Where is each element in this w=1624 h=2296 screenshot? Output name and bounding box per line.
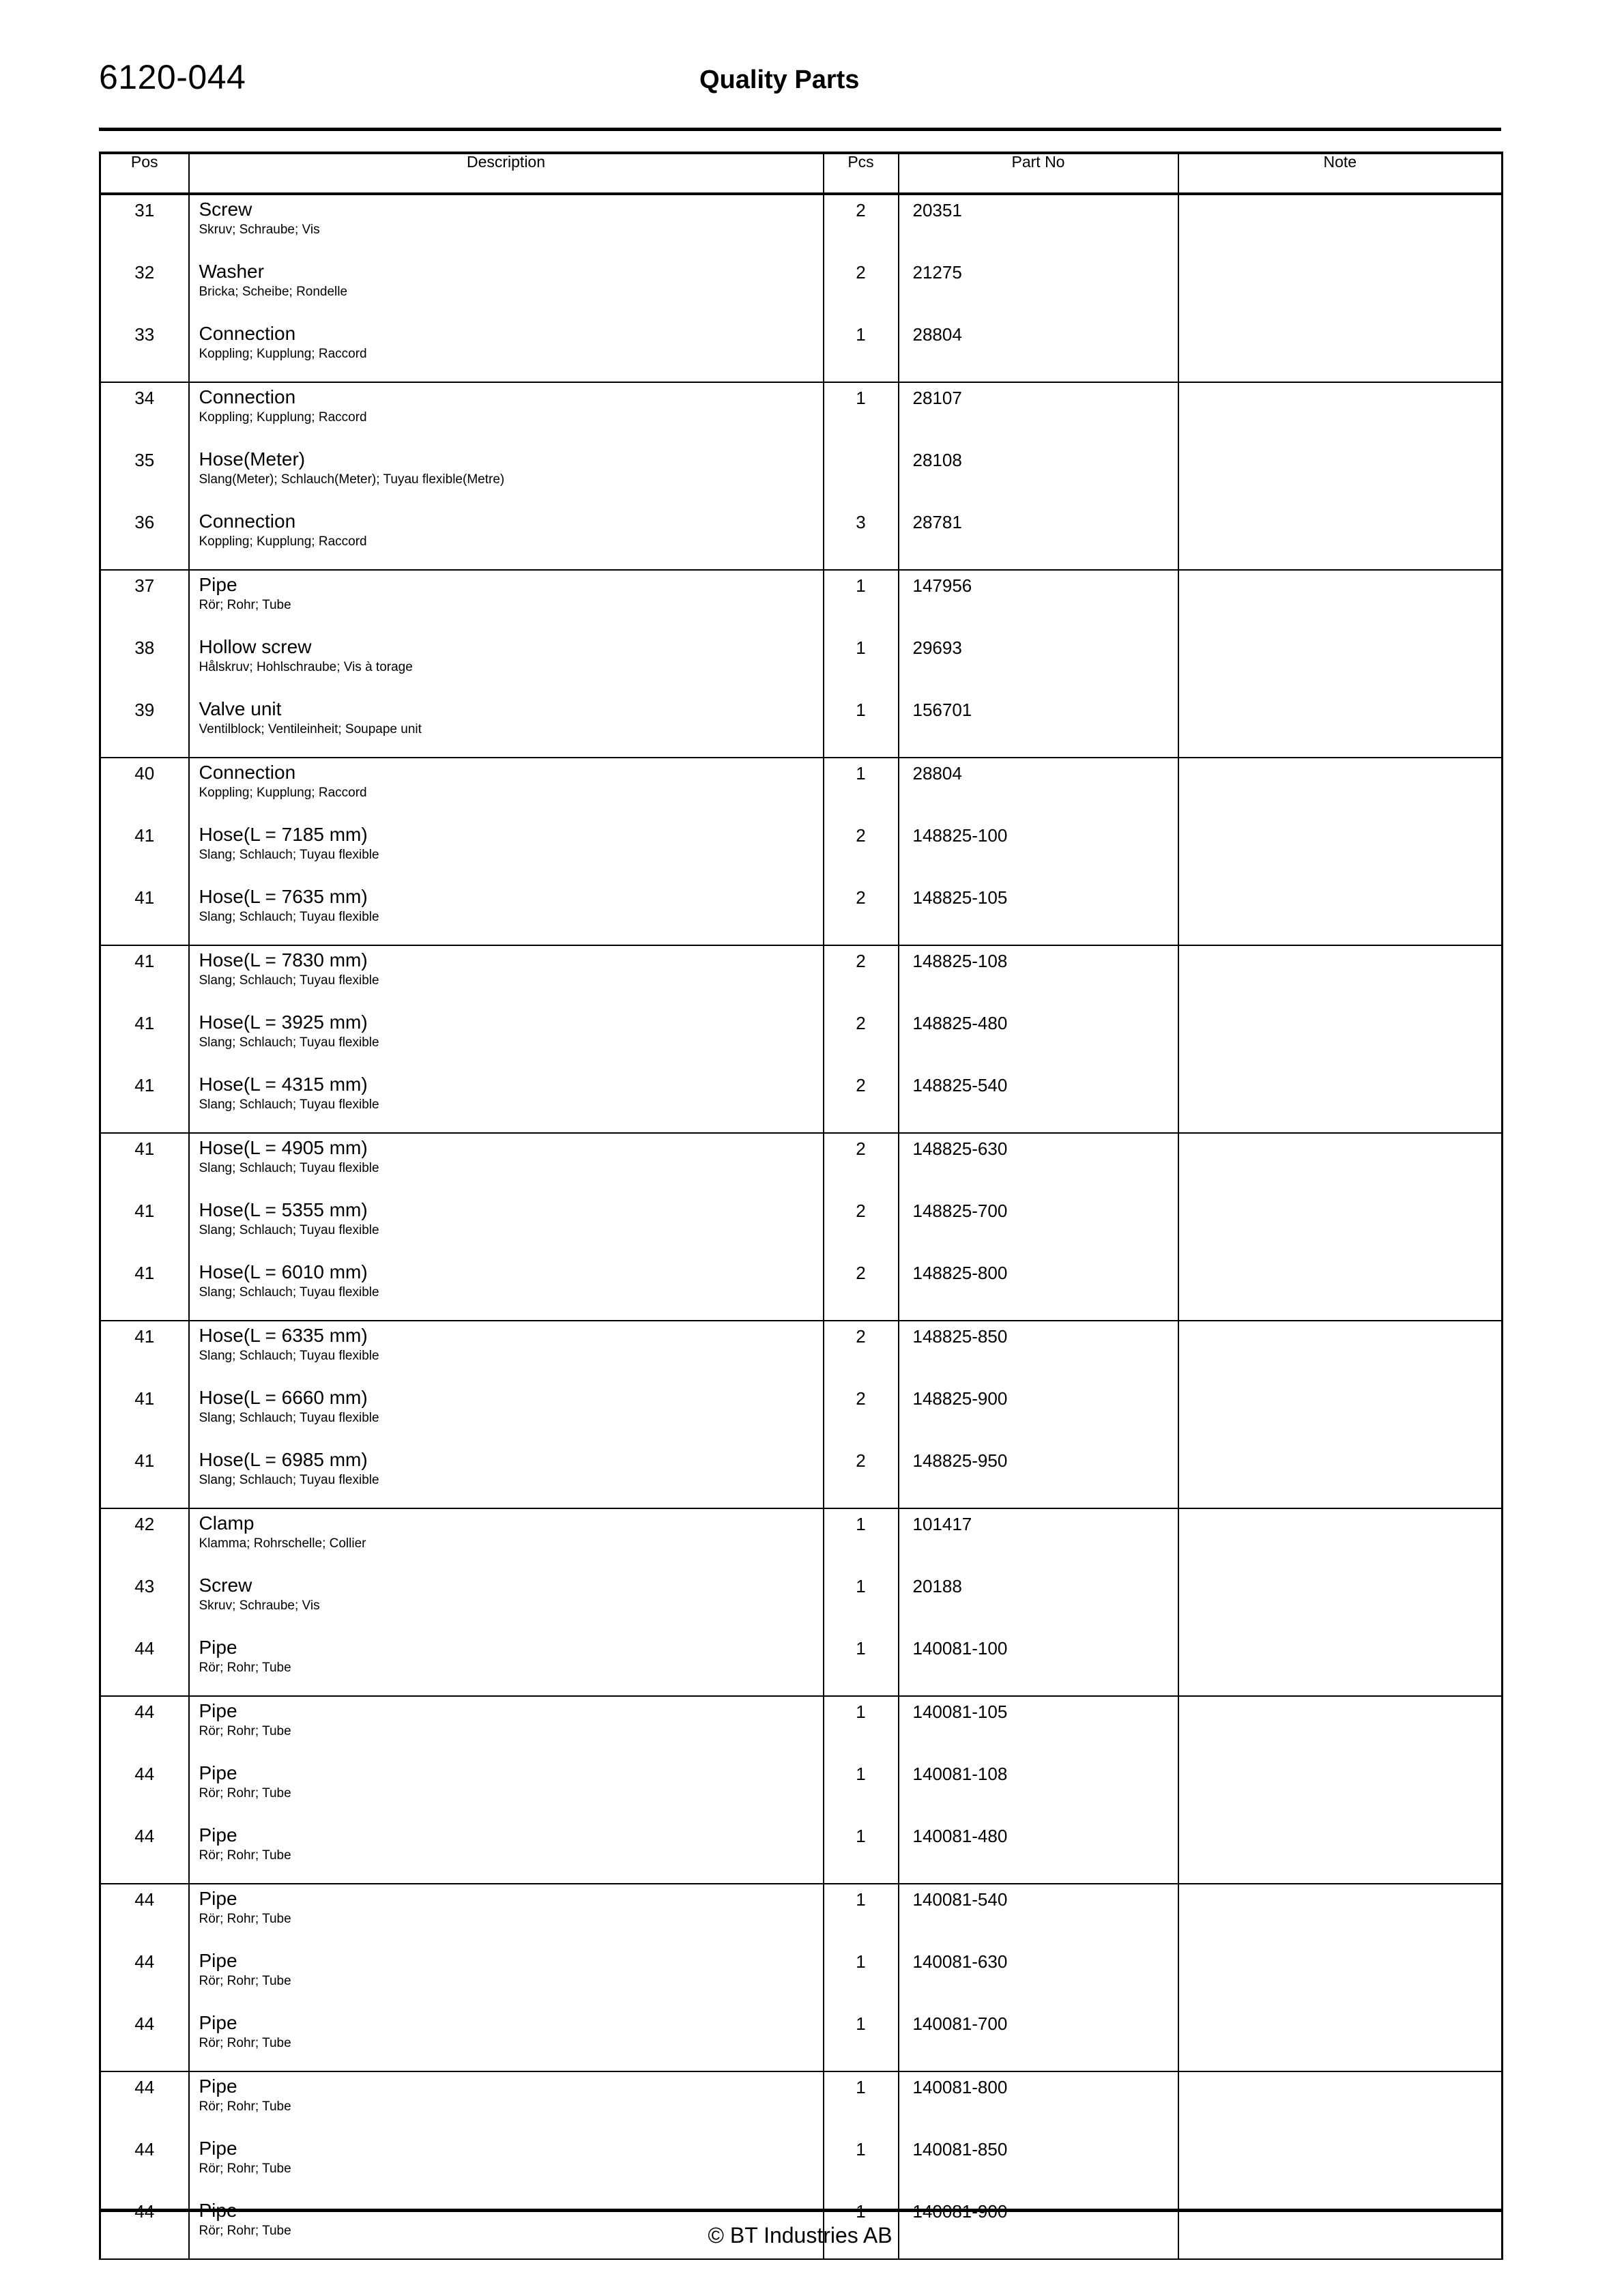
cell-pos: 44 [100,2134,189,2196]
cell-description [189,1196,824,1258]
table-row [100,1008,1503,1070]
description-translations: Slang; Schlauch; Tuyau flexible [199,1285,379,1300]
cell-description [189,1696,824,1759]
copyright-notice: © BT Industries AB [708,2223,893,2248]
cell-note [1178,1196,1503,1258]
table-row [100,1258,1503,1321]
cell-part-no: 28804 [899,319,1178,382]
cell-pos: 39 [100,695,189,758]
description-main: Connection [199,386,296,407]
cell-description [189,1884,824,1947]
description-main: Hose(L = 7185 mm) [199,824,368,845]
cell-pos: 40 [100,758,189,820]
cell-description [189,882,824,945]
cell-note [1178,1508,1503,1571]
cell-pcs: 2 [824,820,899,882]
table-row [100,1759,1503,1821]
cell-pos: 44 [100,2196,189,2259]
cell-part-no: 21275 [899,257,1178,319]
cell-description [189,1947,824,2009]
description-main: Screw [199,199,252,220]
table-row [100,382,1503,445]
cell-pos: 41 [100,945,189,1008]
description-translations: Klamma; Rohrschelle; Collier [199,1536,366,1551]
description-translations: Slang; Schlauch; Tuyau flexible [199,1035,379,1050]
cell-part-no: 140081-108 [899,1759,1178,1821]
table-row [100,319,1503,382]
cell-description [189,1508,824,1571]
cell-description [189,820,824,882]
cell-pcs: 2 [824,1133,899,1196]
cell-note [1178,1884,1503,1947]
table-row [100,1571,1503,1633]
cell-pos: 41 [100,1070,189,1133]
description-translations: Slang; Schlauch; Tuyau flexible [199,1411,379,1426]
table-row [100,1321,1503,1383]
cell-note [1178,257,1503,319]
cell-part-no: 140081-480 [899,1821,1178,1884]
cell-pcs [824,445,899,507]
description-translations: Slang; Schlauch; Tuyau flexible [199,1473,379,1488]
cell-pos: 34 [100,382,189,445]
cell-pcs: 2 [824,1383,899,1446]
cell-note [1178,1696,1503,1759]
description-translations: Rör; Rohr; Tube [199,1848,291,1863]
cell-description [189,1008,824,1070]
cell-note [1178,319,1503,382]
cell-note [1178,1133,1503,1196]
cell-part-no: 140081-540 [899,1884,1178,1947]
cell-pcs: 1 [824,1571,899,1633]
description-main: Hose(L = 7635 mm) [199,886,368,907]
description-main: Pipe [199,1700,237,1721]
description-translations: Slang; Schlauch; Tuyau flexible [199,973,379,988]
description-translations: Rör; Rohr; Tube [199,2036,291,2051]
description-translations: Koppling; Kupplung; Raccord [199,534,367,549]
description-translations: Rör; Rohr; Tube [199,1661,291,1676]
column-header-pos: Pos [100,153,189,194]
description-main: Clamp [199,1512,255,1534]
cell-pos: 41 [100,1258,189,1321]
table-row [100,820,1503,882]
cell-pcs: 1 [824,1821,899,1884]
column-header-part-no: Part No [899,153,1178,194]
page-header [99,60,1501,121]
cell-pcs: 1 [824,1696,899,1759]
cell-pcs: 1 [824,1633,899,1696]
cell-description [189,1070,824,1133]
cell-pos: 38 [100,633,189,695]
table-row [100,695,1503,758]
cell-note [1178,2134,1503,2196]
cell-part-no: 140081-900 [899,2196,1178,2259]
cell-pos: 44 [100,1947,189,2009]
parts-table [99,152,1503,2260]
description-translations: Rör; Rohr; Tube [199,1974,291,1989]
description-main: Hose(L = 6660 mm) [199,1387,368,1408]
cell-part-no: 148825-480 [899,1008,1178,1070]
cell-part-no: 148825-700 [899,1196,1178,1258]
cell-pcs: 2 [824,945,899,1008]
description-translations: Slang; Schlauch; Tuyau flexible [199,1097,379,1113]
cell-note [1178,695,1503,758]
table-row [100,1947,1503,2009]
cell-description [189,1821,824,1884]
cell-part-no: 148825-108 [899,945,1178,1008]
cell-pcs: 2 [824,1258,899,1321]
cell-note [1178,1947,1503,2009]
description-main: Pipe [199,574,237,595]
header-divider [99,128,1501,131]
cell-note [1178,382,1503,445]
cell-part-no: 156701 [899,695,1178,758]
cell-note [1178,1446,1503,1508]
cell-pos: 44 [100,1821,189,1884]
cell-part-no: 20351 [899,194,1178,257]
cell-pos: 44 [100,1696,189,1759]
description-main: Hollow screw [199,636,312,657]
cell-pos: 37 [100,570,189,633]
cell-pcs: 2 [824,1008,899,1070]
description-translations: Rör; Rohr; Tube [199,1912,291,1927]
footer-divider [99,2209,1501,2212]
cell-pos: 41 [100,1008,189,1070]
cell-note [1178,1633,1503,1696]
table-row [100,945,1503,1008]
column-header-description: Description [189,153,824,194]
cell-description [189,758,824,820]
table-row [100,257,1503,319]
description-translations: Rör; Rohr; Tube [199,2224,291,2239]
description-translations: Koppling; Kupplung; Raccord [199,410,367,425]
cell-pcs: 2 [824,194,899,257]
description-translations: Koppling; Kupplung; Raccord [199,347,367,362]
cell-part-no: 28108 [899,445,1178,507]
description-translations: Slang; Schlauch; Tuyau flexible [199,910,379,925]
cell-pos: 41 [100,1196,189,1258]
cell-description [189,2071,824,2134]
table-row [100,758,1503,820]
cell-note [1178,1258,1503,1321]
description-main: Valve unit [199,698,282,719]
description-main: Hose(Meter) [199,448,306,470]
cell-pcs: 1 [824,2134,899,2196]
cell-description [189,1258,824,1321]
cell-part-no: 148825-630 [899,1133,1178,1196]
description-main: Hose(L = 4315 mm) [199,1074,368,1095]
cell-part-no: 101417 [899,1508,1178,1571]
cell-pos: 41 [100,882,189,945]
table-row [100,570,1503,633]
cell-pcs: 2 [824,257,899,319]
description-main: Hose(L = 4905 mm) [199,1137,368,1158]
cell-note [1178,1321,1503,1383]
description-main: Pipe [199,1762,237,1783]
description-translations: Rör; Rohr; Tube [199,1724,291,1739]
cell-description [189,445,824,507]
description-main: Pipe [199,2076,237,2097]
cell-part-no: 28781 [899,507,1178,570]
table-row [100,2071,1503,2134]
cell-note [1178,507,1503,570]
table-row [100,1633,1503,1696]
cell-description [189,633,824,695]
cell-note [1178,570,1503,633]
cell-description [189,1759,824,1821]
cell-part-no: 140081-850 [899,2134,1178,2196]
cell-pos: 44 [100,2009,189,2071]
description-translations: Slang(Meter); Schlauch(Meter); Tuyau flexible(Metre) [199,472,505,487]
cell-description [189,2009,824,2071]
cell-pcs: 1 [824,382,899,445]
table-row [100,2009,1503,2071]
cell-description [189,319,824,382]
cell-part-no: 20188 [899,1571,1178,1633]
cell-pcs: 1 [824,2071,899,2134]
description-translations: Slang; Schlauch; Tuyau flexible [199,1349,379,1364]
cell-pos: 41 [100,1133,189,1196]
cell-pcs: 2 [824,1196,899,1258]
description-translations: Slang; Schlauch; Tuyau flexible [199,1161,379,1176]
cell-note [1178,882,1503,945]
description-translations: Koppling; Kupplung; Raccord [199,786,367,801]
cell-note [1178,945,1503,1008]
cell-description [189,257,824,319]
cell-part-no: 148825-950 [899,1446,1178,1508]
description-main: Screw [199,1575,252,1596]
description-main: Hose(L = 7830 mm) [199,949,368,971]
table-row [100,1133,1503,1196]
cell-description [189,382,824,445]
cell-pos: 41 [100,1321,189,1383]
description-main: Pipe [199,2012,237,2033]
cell-description [189,1446,824,1508]
cell-pos: 35 [100,445,189,507]
description-main: Pipe [199,1888,237,1909]
cell-pcs: 1 [824,319,899,382]
table-row [100,633,1503,695]
cell-note [1178,1008,1503,1070]
column-header-note: Note [1178,153,1503,194]
cell-pcs: 3 [824,507,899,570]
cell-pcs: 1 [824,1508,899,1571]
table-body [100,194,1503,2259]
cell-part-no: 140081-630 [899,1947,1178,2009]
cell-pcs: 1 [824,1884,899,1947]
table-row [100,1446,1503,1508]
table-row [100,1696,1503,1759]
cell-note [1178,2071,1503,2134]
table-header-row [100,153,1503,194]
cell-part-no: 148825-540 [899,1070,1178,1133]
cell-part-no: 148825-800 [899,1258,1178,1321]
cell-pos: 44 [100,2071,189,2134]
table-row [100,1070,1503,1133]
cell-description [189,1571,824,1633]
table-row [100,882,1503,945]
description-translations: Slang; Schlauch; Tuyau flexible [199,848,379,863]
cell-description [189,1133,824,1196]
description-main: Hose(L = 6335 mm) [199,1325,368,1346]
cell-part-no: 148825-850 [899,1321,1178,1383]
cell-pcs: 1 [824,570,899,633]
cell-description [189,945,824,1008]
cell-part-no: 148825-105 [899,882,1178,945]
cell-description [189,1633,824,1696]
description-main: Pipe [199,1637,237,1658]
table-row [100,194,1503,257]
cell-pcs: 2 [824,1321,899,1383]
table-row [100,1196,1503,1258]
cell-note [1178,2009,1503,2071]
cell-part-no: 140081-700 [899,2009,1178,2071]
cell-pos: 43 [100,1571,189,1633]
description-main: Washer [199,261,264,282]
cell-part-no: 148825-100 [899,820,1178,882]
cell-note [1178,1571,1503,1633]
cell-pos: 32 [100,257,189,319]
cell-pos: 44 [100,1759,189,1821]
cell-pos: 44 [100,1633,189,1696]
table-row [100,1383,1503,1446]
cell-pos: 36 [100,507,189,570]
description-translations: Hålskruv; Hohlschraube; Vis à torage [199,660,413,675]
cell-part-no: 29693 [899,633,1178,695]
table-row [100,1821,1503,1884]
description-translations: Skruv; Schraube; Vis [199,223,320,238]
description-translations: Bricka; Scheibe; Rondelle [199,285,348,300]
cell-pcs: 1 [824,758,899,820]
document-number: 6120-044 [99,58,246,96]
cell-pcs: 2 [824,882,899,945]
cell-pcs: 1 [824,633,899,695]
cell-note [1178,194,1503,257]
description-translations: Rör; Rohr; Tube [199,1786,291,1801]
cell-part-no: 140081-800 [899,2071,1178,2134]
cell-note [1178,1383,1503,1446]
cell-description [189,2134,824,2196]
cell-pos: 42 [100,1508,189,1571]
cell-description [189,1383,824,1446]
cell-pcs: 1 [824,695,899,758]
cell-pcs: 1 [824,2009,899,2071]
cell-note [1178,445,1503,507]
description-translations: Skruv; Schraube; Vis [199,1598,320,1613]
cell-part-no: 28804 [899,758,1178,820]
description-main: Hose(L = 3925 mm) [199,1011,368,1033]
description-main: Connection [199,323,296,344]
description-main: Pipe [199,2138,237,2159]
description-main: Hose(L = 5355 mm) [199,1199,368,1220]
table-header [100,153,1503,194]
description-main: Connection [199,762,296,783]
cell-note [1178,1070,1503,1133]
table-row [100,1884,1503,1947]
cell-part-no: 140081-105 [899,1696,1178,1759]
description-main: Hose(L = 6985 mm) [199,1449,368,1470]
cell-pos: 33 [100,319,189,382]
description-main: Pipe [199,1824,237,1846]
column-header-pcs: Pcs [824,153,899,194]
table-row [100,507,1503,570]
cell-note [1178,1759,1503,1821]
cell-part-no: 28107 [899,382,1178,445]
cell-description [189,507,824,570]
cell-pcs: 2 [824,1070,899,1133]
description-translations: Rör; Rohr; Tube [199,598,291,613]
description-translations: Ventilblock; Ventileinheit; Soupape unit [199,722,422,737]
cell-pos: 31 [100,194,189,257]
cell-pos: 41 [100,820,189,882]
cell-description [189,570,824,633]
cell-pos: 41 [100,1446,189,1508]
table-row [100,2134,1503,2196]
description-translations: Slang; Schlauch; Tuyau flexible [199,1223,379,1238]
cell-pcs: 1 [824,1947,899,2009]
cell-pcs: 2 [824,1446,899,1508]
cell-part-no: 140081-100 [899,1633,1178,1696]
cell-note [1178,758,1503,820]
description-main: Pipe [199,2200,237,2221]
description-main: Hose(L = 6010 mm) [199,1261,368,1282]
cell-pos: 41 [100,1383,189,1446]
table-row [100,445,1503,507]
cell-description [189,695,824,758]
description-translations: Rör; Rohr; Tube [199,2099,291,2114]
description-translations: Rör; Rohr; Tube [199,2162,291,2177]
cell-description [189,194,824,257]
cell-note [1178,1821,1503,1884]
cell-note [1178,633,1503,695]
cell-description [189,1321,824,1383]
table-row [100,1508,1503,1571]
cell-part-no: 148825-900 [899,1383,1178,1446]
cell-pcs: 1 [824,1759,899,1821]
cell-note [1178,820,1503,882]
cell-part-no: 147956 [899,570,1178,633]
catalog-title: Quality Parts [699,66,860,94]
cell-pcs: 1 [824,2196,899,2259]
description-main: Connection [199,511,296,532]
description-main: Pipe [199,1950,237,1971]
cell-pos: 44 [100,1884,189,1947]
